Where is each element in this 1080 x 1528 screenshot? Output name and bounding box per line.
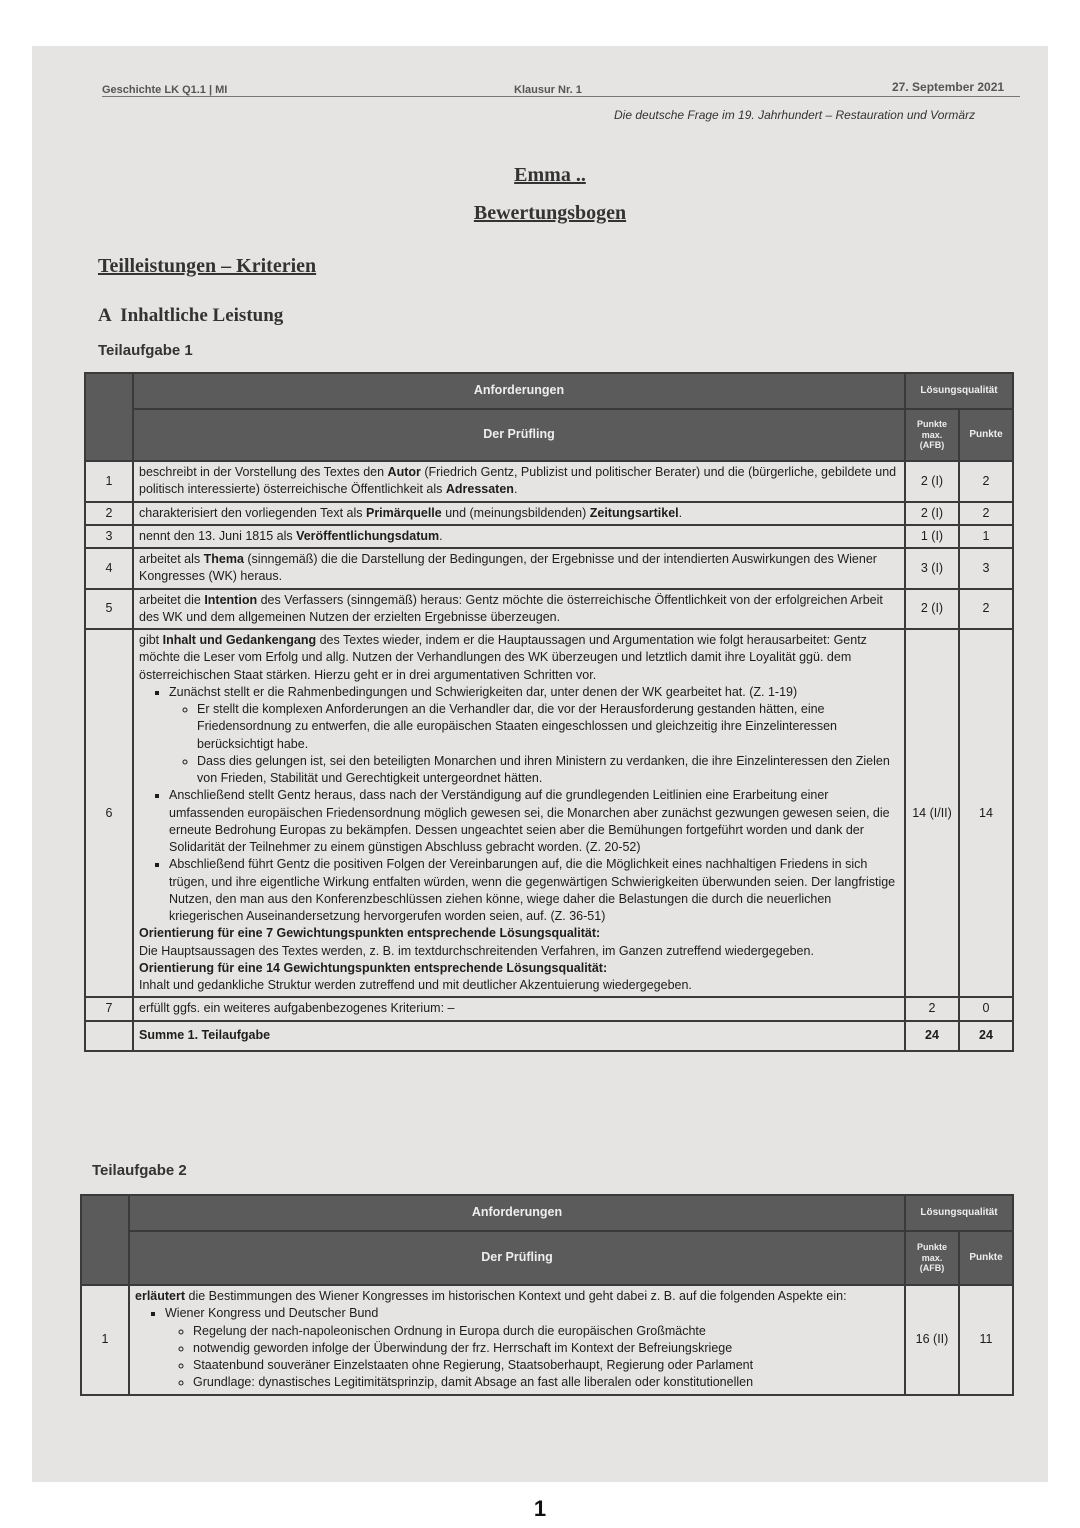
task2-title: Teilaufgabe 2: [92, 1162, 187, 1179]
subsection-title: A Inhaltliche Leistung: [98, 305, 284, 326]
criterion-max-points: 2 (I): [905, 502, 959, 525]
page-number: 1: [533, 1496, 547, 1521]
header-rule: [102, 96, 1020, 97]
header-course: Geschichte LK Q1.1 | MI: [102, 84, 228, 96]
task1-head-points: Punkte: [959, 409, 1013, 461]
task1-rows: [85, 461, 1013, 1021]
task1-sum-label: Summe 1. Teilaufgabe: [133, 1021, 905, 1051]
task1-sum-max: 24: [905, 1021, 959, 1051]
header-exam: Klausur Nr. 1: [514, 84, 582, 96]
criterion-row: [85, 502, 1013, 525]
criterion-awarded-points: 2: [959, 502, 1013, 525]
criterion-row: [85, 461, 1013, 502]
criterion-text: arbeitet als Thema (sinngemäß) die die Darstellung der Bedingungen, der Ergebnisse und der intendierten Auswirkungen des Wiener Kongresses (WK) heraus.: [133, 548, 905, 589]
task1-head-examinee: Der Prüfling: [133, 409, 905, 461]
criterion-max-points: 16 (II): [905, 1285, 959, 1395]
task1-head-quality: Lösungsqualität: [905, 373, 1013, 409]
task1-title: Teilaufgabe 1: [98, 342, 193, 359]
task2-head-max: Punkte max. (AFB): [905, 1231, 959, 1285]
task2-head-requirements: Anforderungen: [129, 1195, 905, 1231]
criterion-max-points: 3 (I): [905, 548, 959, 589]
criterion-text: erläutert die Bestimmungen des Wiener Kongresses im historischen Kontext und geht dabei z. B. auf die folgenden Aspekte ein: ▪ Wiener Kongress und Deutscher Bund ◦ Regelung der nach-napoleonischen Ordnung in Europa durch die europäischen Großmächte ◦ notwendig geworden infolge der Überwindung der frz. Herrschaft im Kontext der Befreiungskriege ◦ Staatenbund souveräner Einzelstaaten ohne Regierung, Staatsoberhaupt, Regierung oder Parlament ◦ Grundlage: dynastisches Legitimitätsprinzip, damit Absage an fast alle liberalen oder konstitutionellen: [129, 1285, 905, 1395]
criterion-text: nennt den 13. Juni 1815 als Veröffentlichungsdatum.: [133, 525, 905, 548]
criterion-text: charakterisiert den vorliegenden Text als Primärquelle und (meinungsbildenden) Zeitungsartikel.: [133, 502, 905, 525]
criterion-row: [85, 629, 1013, 997]
criterion-text: arbeitet die Intention des Verfassers (sinngemäß) heraus: Gentz möchte die österreichische Öffentlichkeit von der erfolgreichen Arbeit des WK und dem allgemeinen Nutzen der erzielten Ergebnisse überzeugen.: [133, 589, 905, 630]
criterion-row: [81, 1285, 1013, 1395]
sheet-title: Bewertungsbogen: [473, 202, 627, 224]
task1-corner-cell: [85, 373, 133, 461]
criterion-awarded-points: 2: [959, 461, 1013, 502]
criterion-awarded-points: 11: [959, 1285, 1013, 1395]
section-title: Teilleistungen – Kriterien: [98, 255, 317, 277]
task1-head-max: Punkte max. (AFB): [905, 409, 959, 461]
criterion-number: 5: [85, 589, 133, 630]
criterion-max-points: 2: [905, 997, 959, 1020]
criterion-row: [85, 525, 1013, 548]
criterion-awarded-points: 3: [959, 548, 1013, 589]
criterion-awarded-points: 1: [959, 525, 1013, 548]
criterion-row: [85, 997, 1013, 1020]
criterion-number: 1: [85, 461, 133, 502]
task2-head-examinee: Der Prüfling: [129, 1231, 905, 1285]
criterion-number: 2: [85, 502, 133, 525]
header-date: 27. September 2021: [892, 80, 1005, 94]
task1-sum-num: [85, 1021, 133, 1051]
criterion-number: 7: [85, 997, 133, 1020]
header-topic: Die deutsche Frage im 19. Jahrhundert – Restauration und Vormärz: [614, 108, 976, 122]
task2-head-quality: Lösungsqualität: [905, 1195, 1013, 1231]
criterion-max-points: 14 (I/II): [905, 629, 959, 997]
task1-criteria-table: [84, 372, 1014, 1052]
task2-head-points: Punkte: [959, 1231, 1013, 1285]
criterion-awarded-points: 2: [959, 589, 1013, 630]
task2-rows: [81, 1285, 1013, 1395]
task1-sum-points: 24: [959, 1021, 1013, 1051]
criterion-row: [85, 548, 1013, 589]
criterion-max-points: 2 (I): [905, 461, 959, 502]
criterion-row: [85, 589, 1013, 630]
criterion-max-points: 1 (I): [905, 525, 959, 548]
criterion-text: beschreibt in der Vorstellung des Textes den Autor (Friedrich Gentz, Publizist und politischer Berater) und die (bürgerliche, gebildete und politisch interessierte) österreichische Öffentlichkeit als Adressaten.: [133, 461, 905, 502]
criterion-max-points: 2 (I): [905, 589, 959, 630]
criterion-number: 4: [85, 548, 133, 589]
criterion-text: gibt Inhalt und Gedankengang des Textes wieder, indem er die Hauptaussagen und Argumentation wie folgt herausarbeitet: Gentz möchte die Leser vom Erfolg und allg. Nutzen der Verhandlungen des WK überzeugen und letztlich damit ihre Loyalität ggü. dem österreichischen Staat stärken. Hierzu geht er in drei argumentativen Schritten vor. ▪ Zunächst stellt er die Rahmenbedingungen und Schwierigkeiten dar, unter denen der WK gearbeitet hat. (Z. 1-19) ◦ Er stellt die komplexen Anforderungen an die Verhandler dar, die vor der Herausforderung gestanden hätten, eine Friedensordnung zu entwerfen, die alle europäischen Staaten eingeschlossen und gleichzeitig ihre Einzelinteressen berücksichtigt habe. ◦ Dass dies gelungen ist, sei den beteiligten Monarchen und ihren Ministern zu verdanken, die ihre Einzelinteressen den Zielen von Frieden, Stabilität und Gerechtigkeit untergeordnet hätten. ▪ Anschließend stellt Gentz heraus, dass nach der Verständigung auf die grundlegenden Leitlinien eine Erarbeitung einer umfassenden europäischen Friedensordnung möglich gewesen sei, die Monarchen aber zunächst gezwungen gewesen seien, die erneute Bedrohung Europas zu bekämpfen. Dessen ungeachtet seien aber die Bemühungen fortgeführt worden und dank der Solidarität der Teilnehmer zu einem günstigen Abschluss gebracht worden. (Z. 20-52) ▪ Abschließend führt Gentz die positiven Folgen der Vereinbarungen auf, die die Möglichkeit eines nachhaltigen Friedens in sich trügen, und ihre eigentliche Wirkung entfalten würden, wenn die gegenwärtigen Schwierigkeiten überwunden seien. Der langfristige Nutzen, den man aus den Konferenzbeschlüssen ziehen könne, wiege daher die Belastungen die durch die neuerlichen kriegerischen Auseinandersetzung hervorgerufen worden seien, auf. (Z. 36-51) Orientierung für eine 7 Gewichtungspunkten entsprechende Lösungsqualität: Die Hauptsaussagen des Textes werden, z. B. im textdurchschreitenden Verfahren, im Ganzen zutreffend wiedergegeben. Orientierung für eine 14 Gewichtungspunkten entsprechende Lösungsqualität: Inhalt und gedankliche Struktur werden zutreffend und mit deutlicher Akzentuierung wiedergegeben.: [133, 629, 905, 997]
criterion-awarded-points: 14: [959, 629, 1013, 997]
criterion-number: 6: [85, 629, 133, 997]
task1-head-requirements: Anforderungen: [133, 373, 905, 409]
criterion-number: 3: [85, 525, 133, 548]
task2-corner-cell: [81, 1195, 129, 1285]
student-name: Emma ..: [514, 164, 586, 186]
criterion-text: erfüllt ggfs. ein weiteres aufgabenbezogenes Kriterium: –: [133, 997, 905, 1020]
criterion-number: 1: [81, 1285, 129, 1395]
task2-criteria-table: [80, 1194, 1014, 1396]
criterion-awarded-points: 0: [959, 997, 1013, 1020]
